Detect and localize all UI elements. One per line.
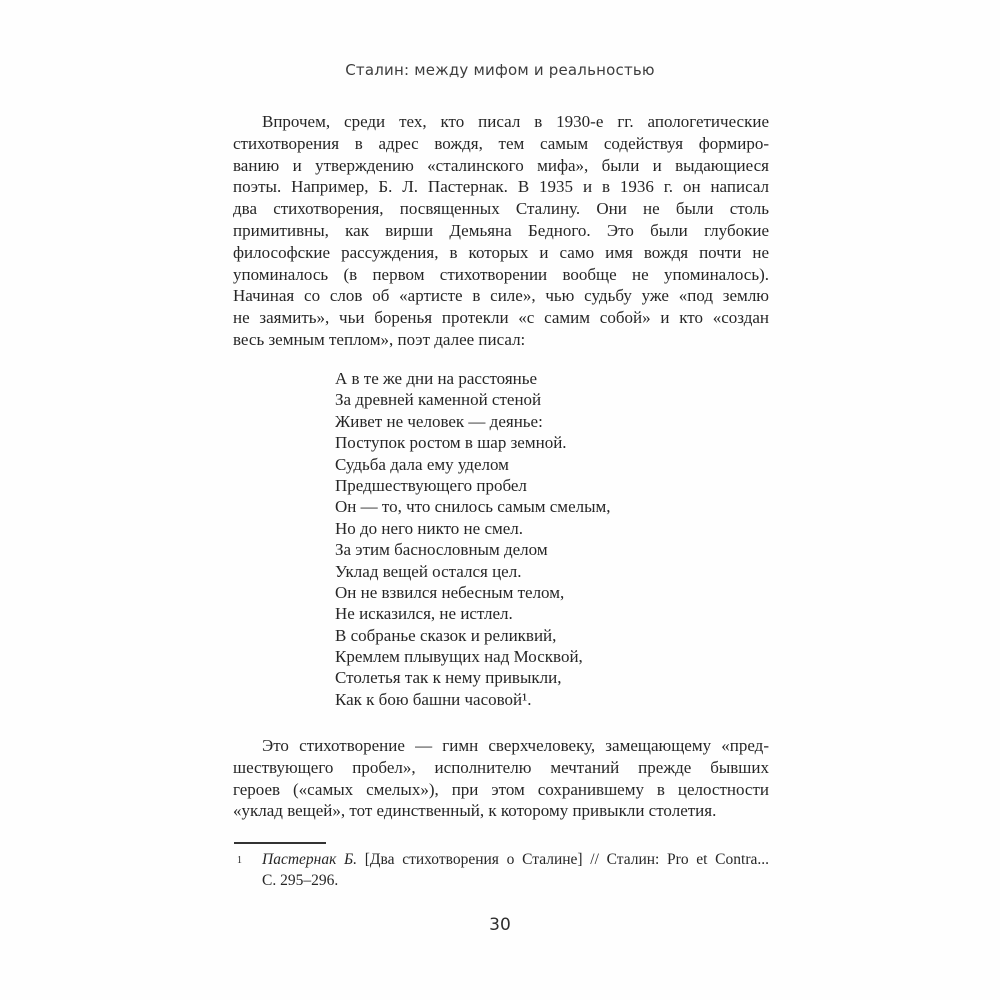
footnote-separator-rule (234, 842, 326, 844)
text-line: шествующего пробел», исполнителю мечтаний прежде бывших (233, 757, 769, 777)
poem-line: За этим баснословным делом (335, 540, 548, 560)
text-line: ванию и утверждению «сталинского мифа», были и выдающиеся (233, 155, 769, 175)
poem-line: А в те же дни на расстоянье (335, 369, 538, 388)
text-line: поэты. Например, Б. Л. Пастернак. В 1935 и в 1936 г. он написал (233, 177, 769, 197)
poem-quotation (233, 368, 769, 710)
body-paragraph-2 (233, 735, 769, 822)
footnote-line-2: С. 295–296. (262, 872, 339, 889)
page-number: 30 (489, 915, 511, 935)
text-line: «уклад вещей», тот единственный, к которому привыкли столетия. (233, 801, 717, 821)
footnote (233, 849, 769, 891)
text-line: примитивны, как вирши Демьяна Бедного. Это были глубокие (233, 220, 769, 240)
footnote-citation: [Два стихотворения о Сталине] // Сталин: Pro et Contra... (357, 851, 769, 868)
text-line: стихотворения в адрес вождя, тем самым содействуя формиро- (233, 133, 769, 153)
poem-line: Он не взвился небесным телом, (335, 582, 565, 602)
poem-line: Судьба дала ему уделом (335, 454, 509, 474)
poem-line: Он — то, что снилось самым смелым, (335, 497, 611, 517)
text-line: Впрочем, среди тех, кто писал в 1930-е гг. апологетические (262, 112, 769, 131)
text-line: героев («самых смелых»), при этом сохранившему в целостности (233, 779, 769, 799)
running-head: Сталин: между мифом и реальностью (345, 61, 655, 79)
poem-line: Поступок ростом в шар земной. (335, 433, 567, 453)
text-line: упоминалось (в первом стихотворении вообще не упоминалось). (233, 264, 769, 284)
body-paragraph-1 (233, 111, 769, 351)
text-line: философские рассуждения, в которых и само имя вождя почти не (233, 242, 769, 262)
poem-line: В собранье сказок и реликвий, (335, 625, 557, 645)
poem-line: Живет не человек — деянье: (335, 411, 543, 431)
poem-line: Столетья так к нему привыкли, (335, 668, 562, 688)
text-line: два стихотворения, посвященных Сталину. Они не были столь (233, 199, 769, 219)
footnote-marker: 1 (237, 855, 242, 866)
poem-line: Предшествующего пробел (335, 475, 527, 495)
text-line: не заямить», чьи боренья протекли «с самим собой» и кто «создан (233, 308, 769, 328)
text-line: весь земным теплом», поэт далее писал: (233, 329, 526, 349)
text-line: Начиная со слов об «артисте в силе», чью судьбу уже «под землю (233, 286, 769, 306)
poem-line: Но до него никто не смел. (335, 518, 524, 538)
footnote-author: Пастернак Б. (262, 851, 358, 868)
footnote-line-1 (262, 849, 769, 870)
poem-line: За древней каменной стеной (335, 390, 542, 410)
poem-line: Кремлем плывущих над Москвой, (335, 647, 583, 667)
text-line: Это стихотворение — гимн сверхчеловеку, замещающему «пред- (262, 736, 769, 755)
poem-line: Не исказился, не истлел. (335, 604, 513, 624)
poem-line: Уклад вещей остался цел. (335, 561, 522, 581)
poem-line: Как к бою башни часовой¹. (335, 689, 532, 709)
